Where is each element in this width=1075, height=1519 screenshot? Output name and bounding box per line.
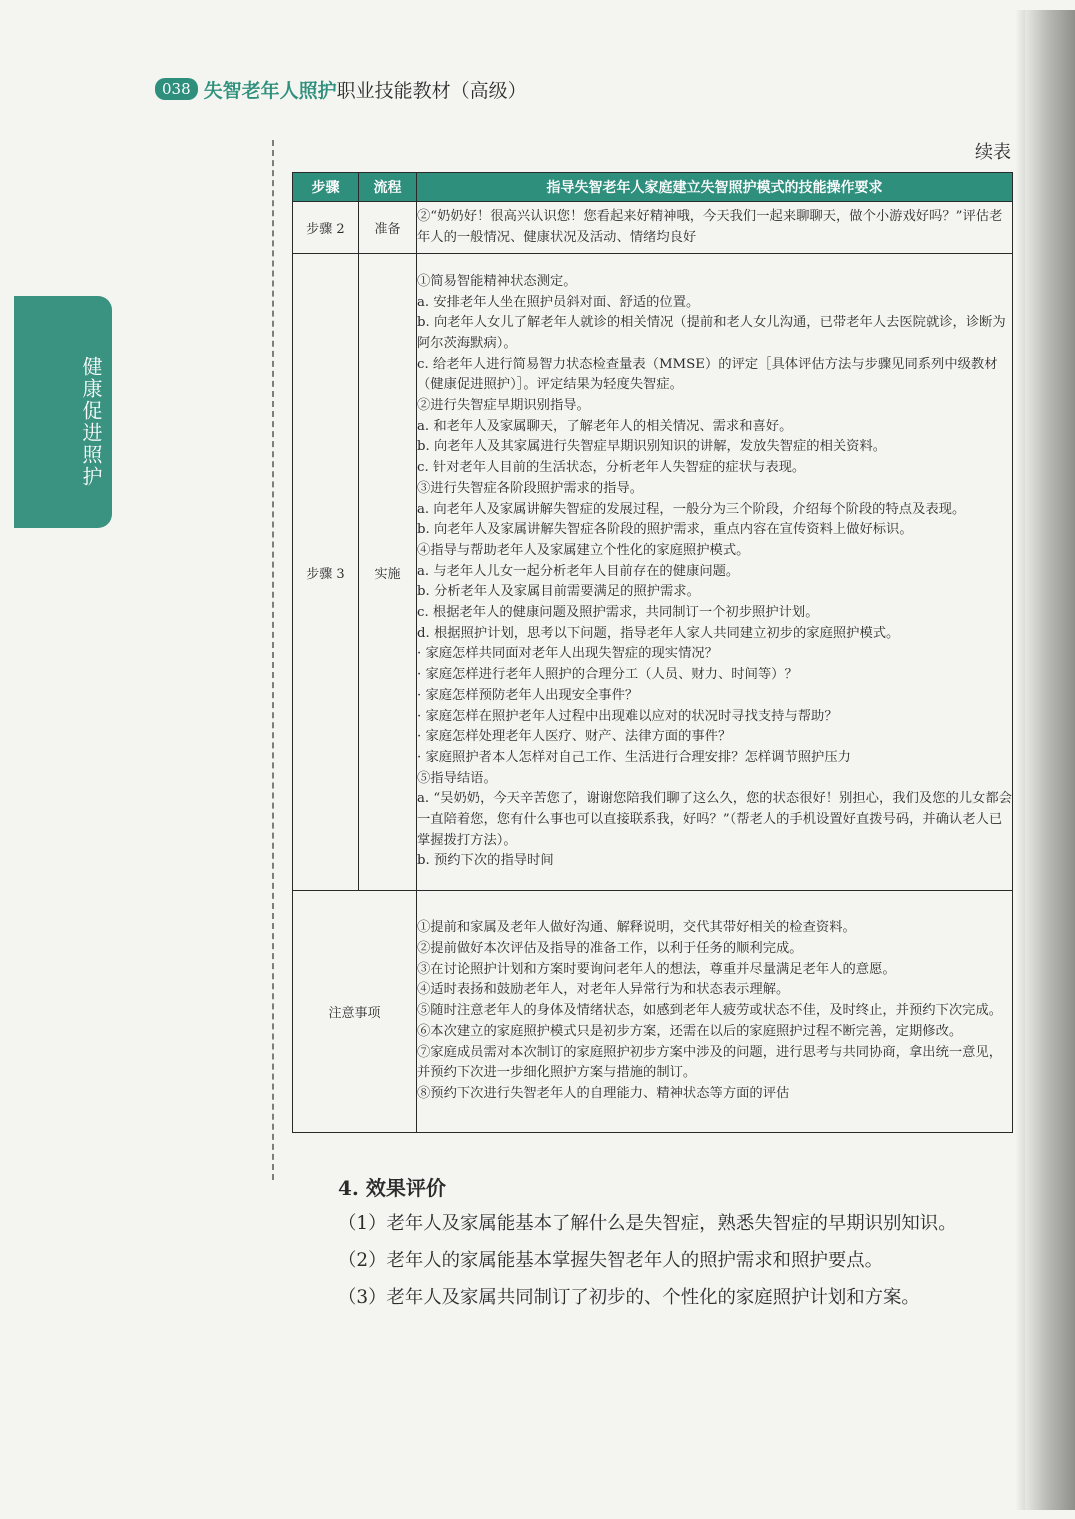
book-title-strong: 失智老年人照护 [203,79,337,102]
content-line: c. 根据老年人的健康问题及照护需求，共同制订一个初步照护计划。 [417,605,819,621]
content-line: b. 分析老年人及家属目前需要满足的照护需求。 [417,584,700,600]
content-line: ③在讨论照护计划和方案时要询问老年人的想法，尊重并尽量满足老年人的意愿。 [417,961,896,977]
content-line: · 家庭怎样预防老年人出现安全事件？ [417,687,639,703]
requirements-cell [417,254,1013,891]
content-line: a. 安排老年人坐在照护员斜对面、舒适的位置。 [417,294,700,310]
page-header [155,76,527,102]
skills-table [292,172,1013,1133]
content-line: a. “吴奶奶，今天辛苦您了，谢谢您陪我们聊了这么久，您的状态很好！别担心，我们及您的儿女都会一直陪着您，您有什么事也可以直接联系我，好吗？”（帮老人的手机设置好直拨号码，并确认老人已掌握拨打方法）。 [417,791,1012,848]
content-line: b. 向老年人及家属讲解失智症各阶段的照护需求，重点内容在宣传资料上做好标识。 [417,522,913,538]
content-line: ②“奶奶好！很高兴认识您！您看起来好精神哦，今天我们一起来聊聊天，做个小游戏好吗？”评估老年人的一般情况、健康状况及活动、情绪均良好 [417,208,1003,245]
content-line: b. 预约下次的指导时间 [417,853,554,869]
content-line: · 家庭怎样共同面对老年人出现失智症的现实情况？ [417,646,718,662]
book-title-rest: 职业技能教材（高级） [336,79,527,102]
requirements-cell [417,202,1013,254]
content-line: ①简易智能精神状态测定。 [417,273,577,289]
notes-label-cell: 注意事项 [293,891,417,1133]
column-header-process: 流程 [359,173,417,202]
process-cell: 实施 [359,254,417,891]
content-line: ⑤随时注意老年人的身体及情绪状态，如感到老年人疲劳或状态不佳，及时终止，并预约下次完成。 [417,1003,1003,1019]
evaluation-section [338,1172,1028,1316]
step-cell: 步骤 2 [293,202,359,254]
notes-cell [417,891,1013,1133]
content-line: a. 与老年人儿女一起分析老年人目前存在的健康问题。 [417,563,740,579]
content-line: · 家庭怎样处理老年人医疗、财产、法律方面的事件？ [417,729,732,745]
step-cell: 步骤 3 [293,254,359,891]
table-row-notes [293,891,1013,1133]
table-header-row [293,173,1013,202]
content-line: ④指导与帮助老年人及家属建立个性化的家庭照护模式。 [417,542,750,558]
content-line: a. 和老年人及家属聊天，了解老年人的相关情况、需求和喜好。 [417,418,793,434]
column-header-step: 步骤 [293,173,359,202]
continued-label: 续表 [975,142,1011,163]
evaluation-heading: 4. 效果评价 [338,1176,446,1200]
page-number: 038 [155,78,198,100]
content-line: c. 给老年人进行简易智力状态检查量表（MMSE）的评定［具体评估方法与步骤见同系列中级教材（健康促进照护）］。评定结果为轻度失智症。 [417,356,998,393]
content-line: ①提前和家属及老年人做好沟通、解释说明，交代其带好相关的检查资料。 [417,920,856,936]
table-row-step3 [293,254,1013,891]
evaluation-item: （2）老年人的家属能基本掌握失智老年人的照护需求和照护要点。 [338,1250,884,1271]
margin-dashed-line [272,140,274,1180]
table-row-step2 [293,202,1013,254]
content-line: ②提前做好本次评估及指导的准备工作，以利于任务的顺利完成。 [417,941,803,957]
content-line: b. 向老年人女儿了解老年人就诊的相关情况（提前和老人女儿沟通，已带老年人去医院就诊，诊断为阿尔茨海默病）。 [417,315,1006,351]
content-line: ④适时表扬和鼓励老年人，对老年人异常行为和状态表示理解。 [417,982,790,998]
content-line: d. 根据照护计划，思考以下问题，指导老年人家人共同建立初步的家庭照护模式。 [417,625,900,641]
chapter-side-tab-label: 健康促进照护 [79,356,103,488]
evaluation-item: （3）老年人及家属共同制订了初步的、个性化的家庭照护计划和方案。 [338,1287,920,1308]
process-cell: 准备 [359,202,417,254]
content-line: ⑤指导结语。 [417,770,497,786]
content-line: · 家庭怎样进行老年人照护的合理分工（人员、财力、时间等）？ [417,667,798,683]
content-line: · 家庭怎样在照护老年人过程中出现难以应对的状况时寻找支持与帮助？ [417,708,838,724]
content-line: ⑦家庭成员需对本次制订的家庭照护初步方案中涉及的问题，进行思考与共同协商，拿出统一意见，并预约下次进一步细化照护方案与措施的制订。 [417,1044,1003,1081]
content-line: b. 向老年人及其家属进行失智症早期识别知识的讲解，发放失智症的相关资料。 [417,439,887,455]
content-line: a. 向老年人及家属讲解失智症的发展过程，一般分为三个阶段，介绍每个阶段的特点及表现。 [417,501,966,517]
content-line: c. 针对老年人目前的生活状态，分析老年人失智症的症状与表现。 [417,460,806,476]
content-line: · 家庭照护者本人怎样对自己工作、生活进行合理安排？怎样调节照护压力 [417,749,851,765]
page-edge [1025,10,1075,1510]
content-line: ⑥本次建立的家庭照护模式只是初步方案，还需在以后的家庭照护过程不断完善，定期修改。 [417,1023,963,1039]
column-header-requirements: 指导失智老年人家庭建立失智照护模式的技能操作要求 [417,173,1013,202]
content-line: ③进行失智症各阶段照护需求的指导。 [417,480,644,496]
content-line: ⑧预约下次进行失智老年人的自理能力、精神状态等方面的评估 [417,1085,790,1101]
content-line: ②进行失智症早期识别指导。 [417,398,590,414]
evaluation-item: （1）老年人及家属能基本了解什么是失智症，熟悉失智症的早期识别知识。 [338,1213,957,1234]
